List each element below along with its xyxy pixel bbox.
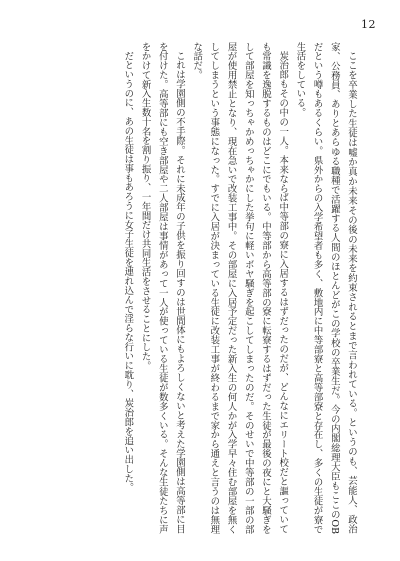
page-number: 12	[361, 18, 376, 31]
paragraph: ここを卒業した生徒は嘘か真か未来その後の未来を約束されるとまで言われている。というのも、芸能人、政治家、公務員、ありとあらゆる職種で活躍する人間のほとんどがこの学校の卒業生だ。今の内閣総理大臣もここのOBだという噂もあるくらい。県外からの入学希望者も多く、敷地内に中等部寮と高等部寮と存在し、多くの生徒が寮で生活をしている。	[294, 42, 357, 534]
paragraph: これは学園側の不手際。それに未成年の子供を振り回すのは世間体にもよろしくないと考えた学園側は高等部に目を付けた。高等部にも空き部屋や二人部屋は事情があって一人が使っている生徒が数多くいる。そんな生徒たちに声をかけて新入生数十名を割り振り、一年間だけ共同生活をさせることにした。	[139, 42, 185, 534]
body-text	[42, 42, 360, 534]
paragraph: だというのに、あの生徒は事もあろうに女子生徒を連れ込んで淫らな行いに耽り、炭治郎を追い出した。	[122, 51, 134, 493]
paragraph: 炭治郎もその中の一人。本来ならば中等部の寮に入居するはずだったのだが、どんなにエリート校だと謳っていても常識を逸脱するものはどこにでもいる。中等部から高等部の寮に転寮するはずだった生徒が最後の夜にと大騒ぎをして部屋を知っちゃかめっちゃかにした挙句に軽いボヤ騒ぎを起こしてしまったのだ。そのせいで中等部の一部の部屋が使用禁止となり、現在急いで改装工事中。その部屋に入居予定だった新入生の何人かが入学早々住む部屋を無くしてしまうという事態になった。すでに入居が決まっている生徒に改装工事が終わるまで家から通えと言うのは無理な話だ。	[191, 42, 289, 534]
